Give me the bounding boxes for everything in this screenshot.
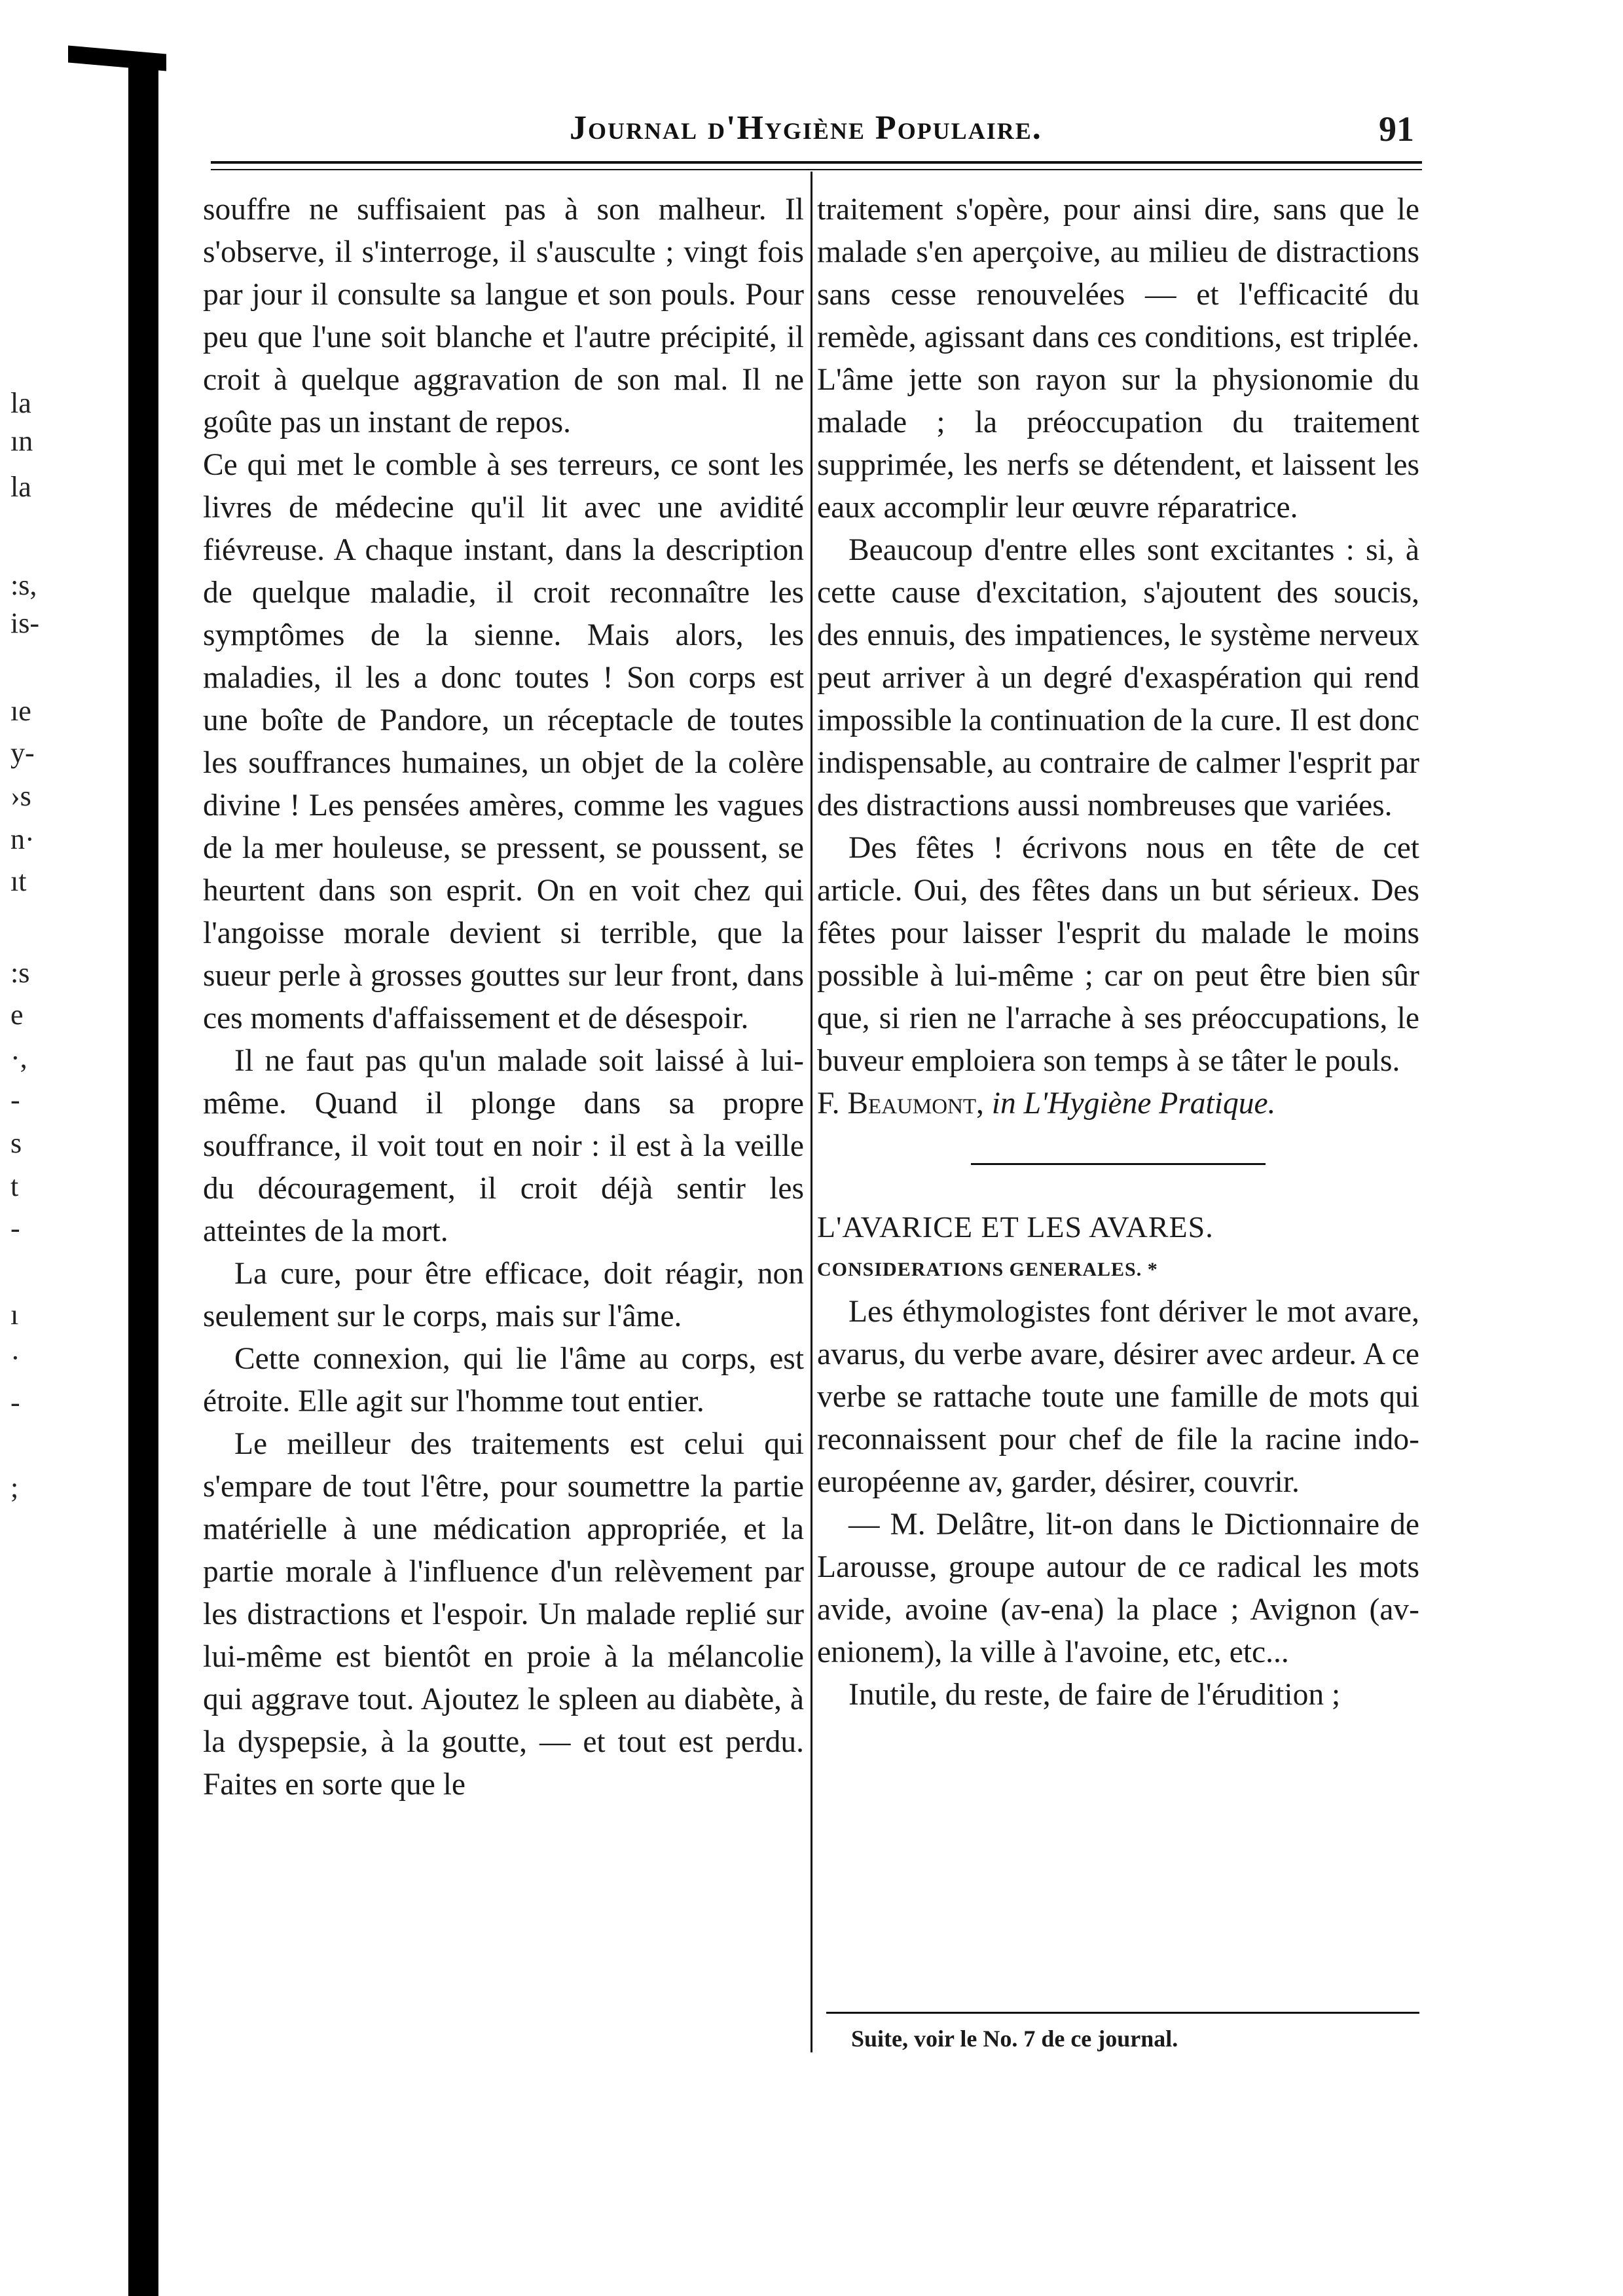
page-binding-shadow (128, 54, 158, 2296)
margin-fragment: - (10, 1386, 20, 1418)
margin-fragment: ı (10, 1299, 19, 1331)
source-title: in L'Hygiène Pratique. (991, 1086, 1276, 1120)
previous-page-margin (0, 0, 98, 2296)
margin-fragment: la (10, 387, 31, 419)
margin-fragment: :s (10, 957, 30, 989)
left-column (203, 189, 804, 1806)
page-number: 91 (1379, 109, 1414, 149)
paragraph: Beaucoup d'entre elles sont excitantes : si, à cette cause d'excitation, s'ajoutent des soucis, des ennuis, des impatiences, le système nerveux peut arriver à un degré d'exaspération qui rend impossible la continuation de la cure. Il est donc indispensable, au contraire de calmer l'esprit par des distractions aussi nombreuses que variées. (817, 533, 1419, 823)
paragraph: Il ne faut pas qu'un malade soit laissé à lui-même. Quand il plonge dans sa propre souffrance, il voit tout en noir : il est à la veille du découragement, il croit déjà sentir les atteintes de la mort. (203, 1044, 804, 1248)
margin-fragment: is- (10, 607, 39, 639)
margin-fragment: t (10, 1170, 19, 1202)
margin-fragment: la (10, 471, 31, 503)
margin-fragment: - (10, 1084, 20, 1116)
journal-title: Journal d'Hygiène Populaire. (570, 109, 1042, 147)
section-title: L'AVARICE ET LES AVARES. (817, 1210, 1214, 1244)
margin-fragment: s (10, 1127, 22, 1159)
right-column (817, 189, 1419, 1716)
margin-fragment: ; (10, 1472, 19, 1504)
paragraph: Ce qui met le comble à ses terreurs, ce sont les livres de médecine qu'il lit avec une avidité fiévreuse. A chaque instant, dans la description de quelque maladie, il croit reconnaître les symptômes de la sienne. Mais alors, les maladies, il les a donc toutes ! Son corps est une boîte de Pandore, un réceptacle de toutes les souffrances humaines, un objet de la colère divine ! Les pensées amères, comme les vagues de la mer houleuse, se pressent, se poussent, se heurtent dans son esprit. On en voit chez qui l'angoisse morale devient si terrible, que la sueur perle à grosses gouttes sur leur front, dans ces moments d'affaissement et de désespoir. (203, 448, 804, 1035)
margin-fragment: e (10, 999, 24, 1031)
article-signature (817, 1083, 1419, 1125)
margin-fragment: ·, (10, 1042, 27, 1074)
column-divider (811, 172, 812, 2052)
paragraph: Inutile, du reste, de faire de l'érudition ; (848, 1678, 1341, 1712)
paragraph: souffre ne suffisaient pas à son malheur. Il s'observe, il s'interroge, il s'ausculte ; vingt fois par jour il consulte sa langue et son pouls. Pour peu que l'une soit blanche et l'autre précipité, il croit à quelque aggravation de son mal. Il ne goûte pas un instant de repos. (203, 193, 804, 439)
paragraph: Les éthymologistes font dériver le mot avare, avarus, du verbe avare, désirer avec ardeur. A ce verbe se rattache toute une famille de mots qui reconnaissent pour chef de file la racine indo-européenne av, garder, désirer, couvrir. (817, 1295, 1419, 1499)
paragraph: La cure, pour être efficace, doit réagir, non seulement sur le corps, mais sur l'âme. (203, 1257, 804, 1333)
margin-fragment: ıe (10, 695, 31, 727)
header-rule-thin (211, 169, 1422, 170)
margin-fragment: ıt (10, 865, 27, 897)
paragraph: Le meilleur des traitements est celui qui s'empare de tout l'être, pour soumettre la partie matérielle à une médication appropriée, et la partie morale à l'influence d'un relèvement par les distractions et l'espoir. Un malade replié sur lui-même est bientôt en proie à la mélancolie qui aggrave tout. Ajoutez le spleen au diabète, à la dyspepsie, à la goutte, — et tout est perdu. Faites en sorte que le (203, 1427, 804, 1802)
paragraph: Cette connexion, qui lie l'âme au corps, est étroite. Elle agit sur l'homme tout entier. (203, 1342, 804, 1418)
margin-fragment: · (10, 1342, 20, 1374)
running-header (216, 109, 1434, 161)
section-subtitle: CONSIDERATIONS GENERALES. * (817, 1259, 1158, 1280)
paragraph: Des fêtes ! écrivons nous en tête de cet article. Oui, des fêtes dans un but sérieux. Des fêtes pour laisser l'esprit du malade le moins possible à lui-même ; car on peut être bien sûr que, si rien ne l'arrache à ses préoccupations, le buveur emploiera son temps à se tâter le pouls. (817, 831, 1419, 1078)
paragraph: — M. Delâtre, lit-on dans le Dictionnaire de Larousse, groupe autour de ce radical les mots avide, avoine (av-ena) la place ; Avignon (av-enionem), la ville à l'avoine, etc, etc... (817, 1508, 1419, 1669)
margin-fragment: y- (10, 737, 35, 769)
footnote-rule (826, 2012, 1419, 2014)
paragraph: traitement s'opère, pour ainsi dire, sans que le malade s'en aperçoive, au milieu de distractions sans cesse renouvelées — et l'efficacité du remède, agissant dans ces conditions, est triplée. L'âme jette son rayon sur la physionomie du malade ; la préoccupation du traitement supprimée, les nerfs se détendent, et laissent les eaux accomplir leur œuvre réparatrice. (817, 193, 1419, 525)
margin-fragment: - (10, 1212, 20, 1244)
margin-fragment: ›s (10, 780, 31, 812)
margin-fragment: n· (10, 823, 35, 855)
margin-fragment: ın (10, 425, 33, 457)
section-separator (971, 1163, 1266, 1165)
footnote: Suite, voir le No. 7 de ce journal. (851, 2026, 1178, 2052)
header-rule (211, 161, 1422, 164)
margin-fragment: :s, (10, 569, 37, 601)
author-name: F. Beaumont, (817, 1086, 984, 1120)
